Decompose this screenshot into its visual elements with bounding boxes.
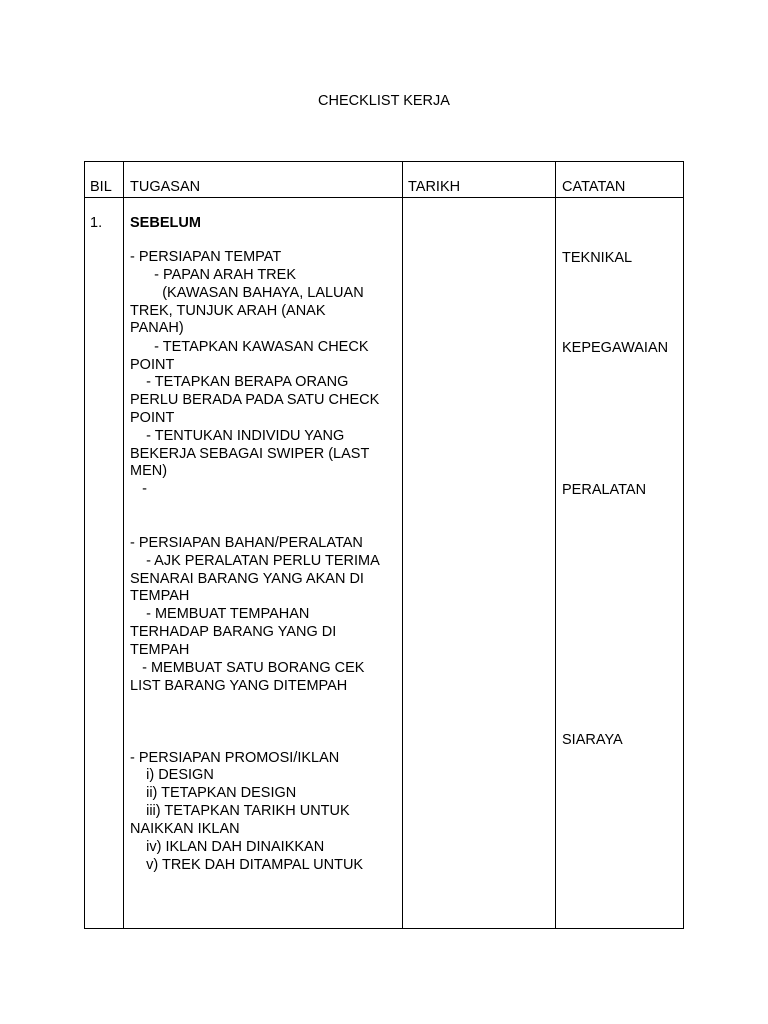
column-divider-tarikh — [555, 161, 556, 929]
task-line: - TETAPKAN KAWASAN CHECK — [130, 339, 369, 355]
task-line: - PAPAN ARAH TREK — [130, 267, 296, 283]
task-line: (KAWASAN BAHAYA, LALUAN — [130, 285, 364, 301]
task-line: - — [130, 481, 147, 497]
column-divider-bil — [123, 161, 124, 929]
section-heading: SEBELUM — [130, 215, 201, 231]
task-line: - MEMBUAT SATU BORANG CEK — [130, 660, 365, 676]
task-line: SENARAI BARANG YANG AKAN DI — [130, 571, 364, 587]
task-line: PANAH) — [130, 320, 184, 336]
note-peralatan: PERALATAN — [562, 482, 647, 498]
task-line: BEKERJA SEBAGAI SWIPER (LAST — [130, 446, 370, 462]
task-line: PERLU BERADA PADA SATU CHECK — [130, 392, 380, 408]
task-line: ii) TETAPKAN DESIGN — [130, 785, 297, 801]
task-line: LIST BARANG YANG DITEMPAH — [130, 678, 348, 694]
task-line: iii) TETAPKAN TARIKH UNTUK — [130, 803, 350, 819]
header-bil: BIL — [90, 179, 112, 195]
task-line: - PERSIAPAN TEMPAT — [130, 249, 282, 265]
task-line: i) DESIGN — [130, 767, 214, 783]
task-line: - PERSIAPAN BAHAN/PERALATAN — [130, 535, 363, 551]
task-line: v) TREK DAH DITAMPAL UNTUK — [130, 857, 364, 873]
task-line: - TENTUKAN INDIVIDU YANG — [130, 428, 345, 444]
task-line: TEMPAH — [130, 642, 190, 658]
page-title: CHECKLIST KERJA — [318, 93, 450, 109]
note-teknikal: TEKNIKAL — [562, 250, 633, 266]
task-line: NAIKKAN IKLAN — [130, 821, 240, 837]
header-tarikh: TARIKH — [408, 179, 461, 195]
note-kepegawaian: KEPEGAWAIAN — [562, 340, 669, 356]
task-line: - AJK PERALATAN PERLU TERIMA — [130, 553, 380, 569]
task-line: TERHADAP BARANG YANG DI — [130, 624, 337, 640]
header-tugasan: TUGASAN — [130, 179, 201, 195]
header-row-divider — [84, 197, 684, 198]
task-line: TEMPAH — [130, 588, 190, 604]
task-line: iv) IKLAN DAH DINAIKKAN — [130, 839, 325, 855]
task-line: TREK, TUNJUK ARAH (ANAK — [130, 303, 326, 319]
row-number: 1. — [90, 215, 103, 231]
task-line: MEN) — [130, 463, 168, 479]
task-line: - TETAPKAN BERAPA ORANG — [130, 374, 349, 390]
header-catatan: CATATAN — [562, 179, 626, 195]
task-line: POINT — [130, 410, 175, 426]
task-line: - PERSIAPAN PROMOSI/IKLAN — [130, 750, 340, 766]
task-line: POINT — [130, 357, 175, 373]
column-divider-tugasan — [402, 161, 403, 929]
task-line: - MEMBUAT TEMPAHAN — [130, 606, 310, 622]
note-siaraya: SIARAYA — [562, 732, 623, 748]
